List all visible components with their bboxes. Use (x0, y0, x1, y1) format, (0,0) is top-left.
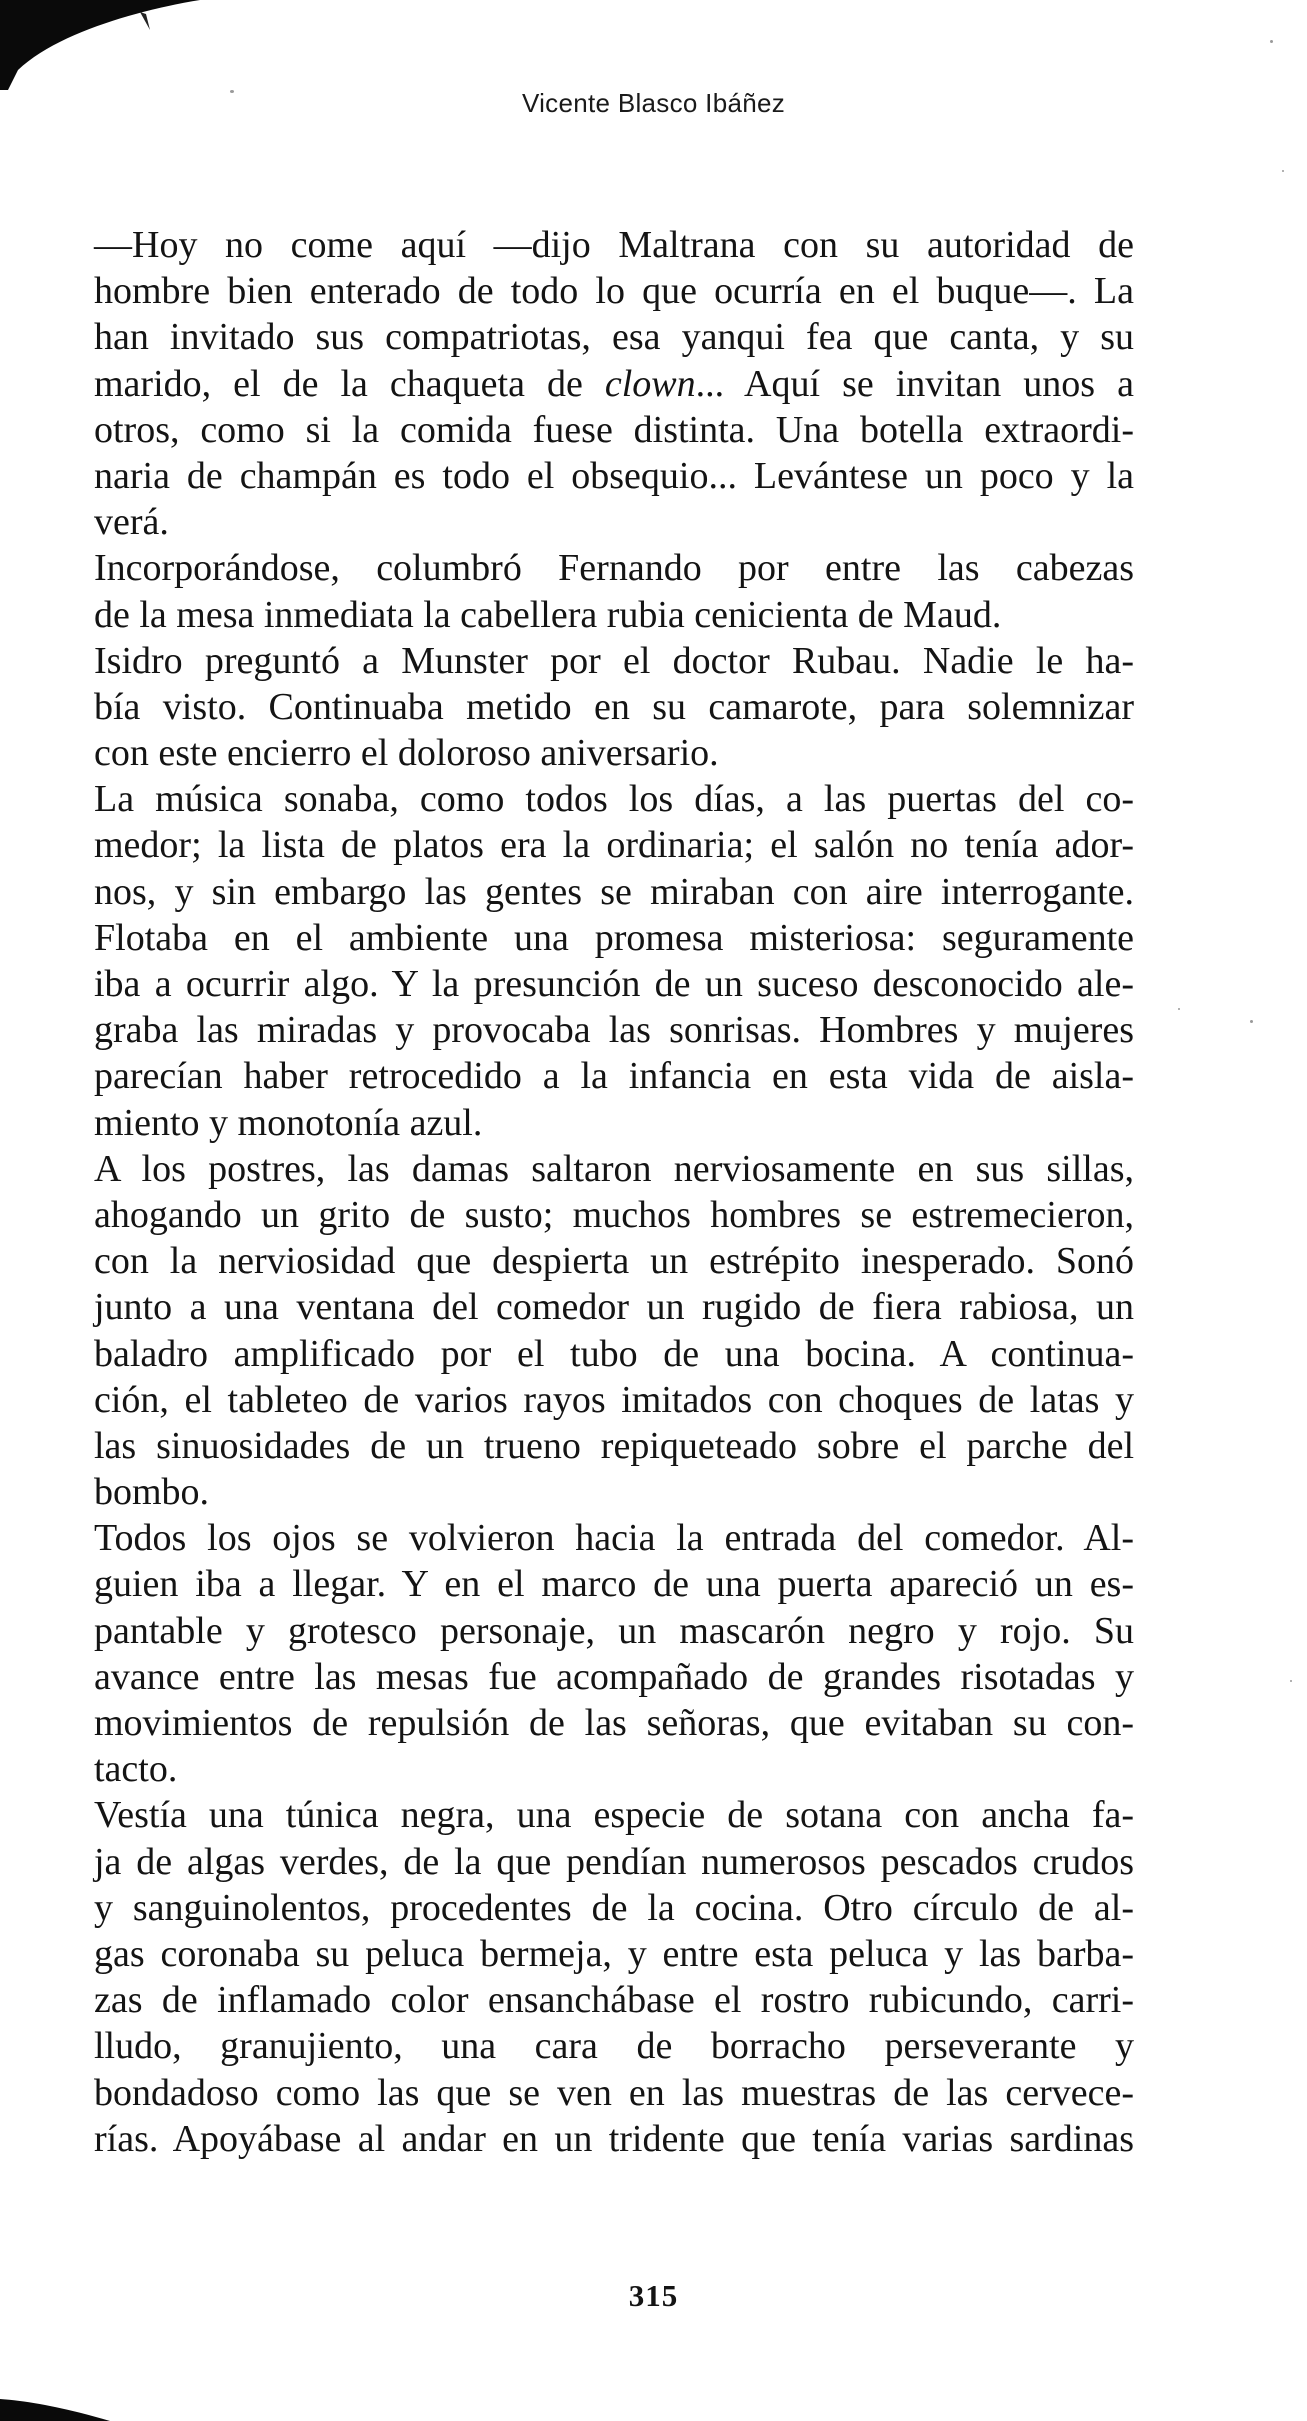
text-line: parecían haber retrocedido a la infancia en esta vida de aisla- (94, 1055, 1134, 1098)
body-text (94, 222, 1134, 2162)
running-header: Vicente Blasco Ibáñez (521, 88, 786, 118)
text-line: movimientos de repulsión de las señoras, que evitaban su con- (94, 1702, 1134, 1744)
text-line: han invitado sus compatriotas, esa yanqui fea que canta, y su (94, 316, 1134, 359)
text-line: avance entre las mesas fue acompañado de grandes risotadas y (94, 1655, 1134, 1698)
text-line: baladro amplificado por el tubo de una bocina. A continua- (94, 1332, 1134, 1375)
text-line: zas de inflamado color ensanchábase el rostro rubicundo, carri- (94, 1979, 1134, 2022)
text-line: verá. (94, 501, 169, 544)
text-line: marido, el de la chaqueta de clown... Aquí se invitan unos a (94, 362, 1134, 405)
text-line: nos, y sin embargo las gentes se miraban con aire interrogante. (94, 870, 1134, 913)
scan-speck (1270, 40, 1273, 43)
text-line: bondadoso como las que se ven en las muestras de las cervece- (94, 2071, 1134, 2114)
text-line: rías. Apoyábase al andar en un tridente que tenía varias sardinas (94, 2117, 1134, 2160)
text-line: ción, el tableteo de varios rayos imitados con choques de latas y (94, 1378, 1134, 1421)
text-line: Flotaba en el ambiente una promesa misteriosa: seguramente (94, 916, 1134, 959)
text-line: hombre bien enterado de todo lo que ocurría en el buque—. La (94, 270, 1134, 313)
scan-shadow-bottom-left (0, 2391, 110, 2421)
scan-speck (1250, 1020, 1253, 1023)
text-line: las sinuosidades de un trueno repiqueteado sobre el parche del (94, 1424, 1134, 1467)
text-line: Vestía una túnica negra, una especie de sotana con ancha fa- (94, 1794, 1134, 1837)
text-line: de la mesa inmediata la cabellera rubia cenicienta de Maud. (94, 593, 1002, 636)
text-line: tacto. (94, 1748, 178, 1791)
text-line: gas coronaba su peluca bermeja, y entre esta peluca y las barba- (94, 1932, 1134, 1975)
text-line: y sanguinolentos, procedentes de la cocina. Otro círculo de al- (94, 1886, 1134, 1929)
text-line: lludo, granujiento, una cara de borracho perseverante y (94, 2025, 1134, 2068)
scan-speck (1290, 1680, 1292, 1682)
text-line: Todos los ojos se volvieron hacia la entrada del comedor. Al- (94, 1517, 1134, 1560)
scan-shadow-top-left (0, 0, 200, 90)
text-line: La música sonaba, como todos los días, a las puertas del co- (94, 778, 1134, 821)
text-line: Isidro preguntó a Munster por el doctor Rubau. Nadie le ha- (94, 639, 1134, 682)
text-line: iba a ocurrir algo. Y la presunción de un suceso desconocido ale- (94, 963, 1134, 1005)
text-line: ja de algas verdes, de la que pendían numerosos pescados crudos (94, 1840, 1134, 1883)
text-line: miento y monotonía azul. (94, 1101, 483, 1144)
text-line: —Hoy no come aquí —dijo Maltrana con su autoridad de (94, 224, 1134, 266)
text-line: A los postres, las damas saltaron nerviosamente en sus sillas, (94, 1147, 1134, 1190)
text-line: otros, como si la comida fuese distinta. Una botella extraordi- (94, 408, 1134, 451)
text-line: guien iba a llegar. Y en el marco de una puerta apareció un es- (94, 1563, 1134, 1606)
text-line: bombo. (94, 1471, 210, 1514)
italic-word: clown (604, 362, 696, 405)
text-line: con este encierro el doloroso aniversario. (94, 732, 719, 775)
text-line: ahogando un grito de susto; muchos hombres se estremecieron, (94, 1193, 1134, 1236)
text-line: con la nerviosidad que despierta un estrépito inesperado. Sonó (94, 1240, 1134, 1283)
text-line: Incorporándose, columbró Fernando por entre las cabezas (94, 547, 1134, 590)
text-line: pantable y grotesco personaje, un mascarón negro y rojo. Su (94, 1609, 1134, 1652)
text-line: graba las miradas y provocaba las sonrisas. Hombres y mujeres (94, 1009, 1134, 1052)
text-line: bía visto. Continuaba metido en su camarote, para solemnizar (94, 685, 1134, 728)
text-line: medor; la lista de platos era la ordinaria; el salón no tenía ador- (94, 824, 1134, 867)
scan-speck (1178, 1008, 1180, 1010)
page-number: 315 (628, 2278, 679, 2313)
scan-speck (230, 90, 234, 93)
text-line: naria de champán es todo el obsequio... Levántese un poco y la (94, 454, 1134, 497)
scan-speck (1282, 170, 1284, 172)
text-line: junto a una ventana del comedor un rugido de fiera rabiosa, un (94, 1286, 1134, 1329)
